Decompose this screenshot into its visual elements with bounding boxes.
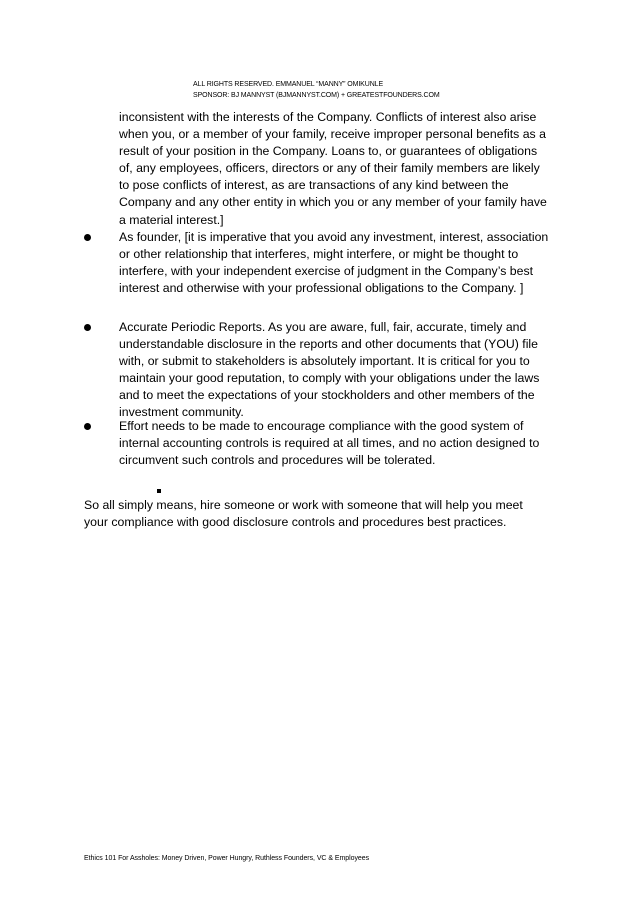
closing-paragraph: So all simply means, hire someone or work with someone that will help you meet your compliance with good disclosure controls and procedures best practices. [84,498,523,530]
continued-paragraph: inconsistent with the interests of the Company. Conflicts of interest also arise when you, or a member of your family, receive improper personal benefits as a result of your position in the Company. Loans to, or guarantees of obligations of, any employees, officers, directors or any of their family members are likely to pose conflicts of interest, as are transactions of any kind between the Company and any other entity in which you or any member of your family have a material interest.] [119,110,547,227]
page-footer: Ethics 101 For Assholes: Money Driven, Power Hungry, Ruthless Founders, VC & Employees [84,855,370,862]
bullet-text: Effort needs to be made to encourage compliance with the good system of internal accounting controls is required at all times, and no action designed to circumvent such controls and procedures will be tolerated. [119,419,540,468]
sponsor-line: SPONSOR: BJ MANNYST (BJMANNYST.COM) + GREATESTFOUNDERS.COM [193,92,440,99]
bullet-dot-icon [84,234,91,241]
copyright-line: ALL RIGHTS RESERVED. EMMANUEL “MANNY” OMIKUNLE [193,81,384,88]
bullet-dot-icon [84,423,91,430]
bullet-dot-icon [84,324,91,331]
bullet-text: Accurate Periodic Reports. As you are aware, full, fair, accurate, timely and understandable disclosure in the reports and other documents that (YOU) file with, or submit to stakeholders is absolutely important. It is critical for you to maintain your good reputation, to comply with your obligations under the laws and to meet the expectations of your stockholders and other members of the investment community. [119,320,540,420]
square-bullet-icon [157,489,161,493]
bullet-text: As founder, [it is imperative that you avoid any investment, interest, association or other relationship that interferes, might interfere, or might be thought to interfere, with your independent exercise of judgment in the Company’s best interest and otherwise with your professional obligations to the Company. ] [119,230,549,296]
page-header [193,79,440,101]
